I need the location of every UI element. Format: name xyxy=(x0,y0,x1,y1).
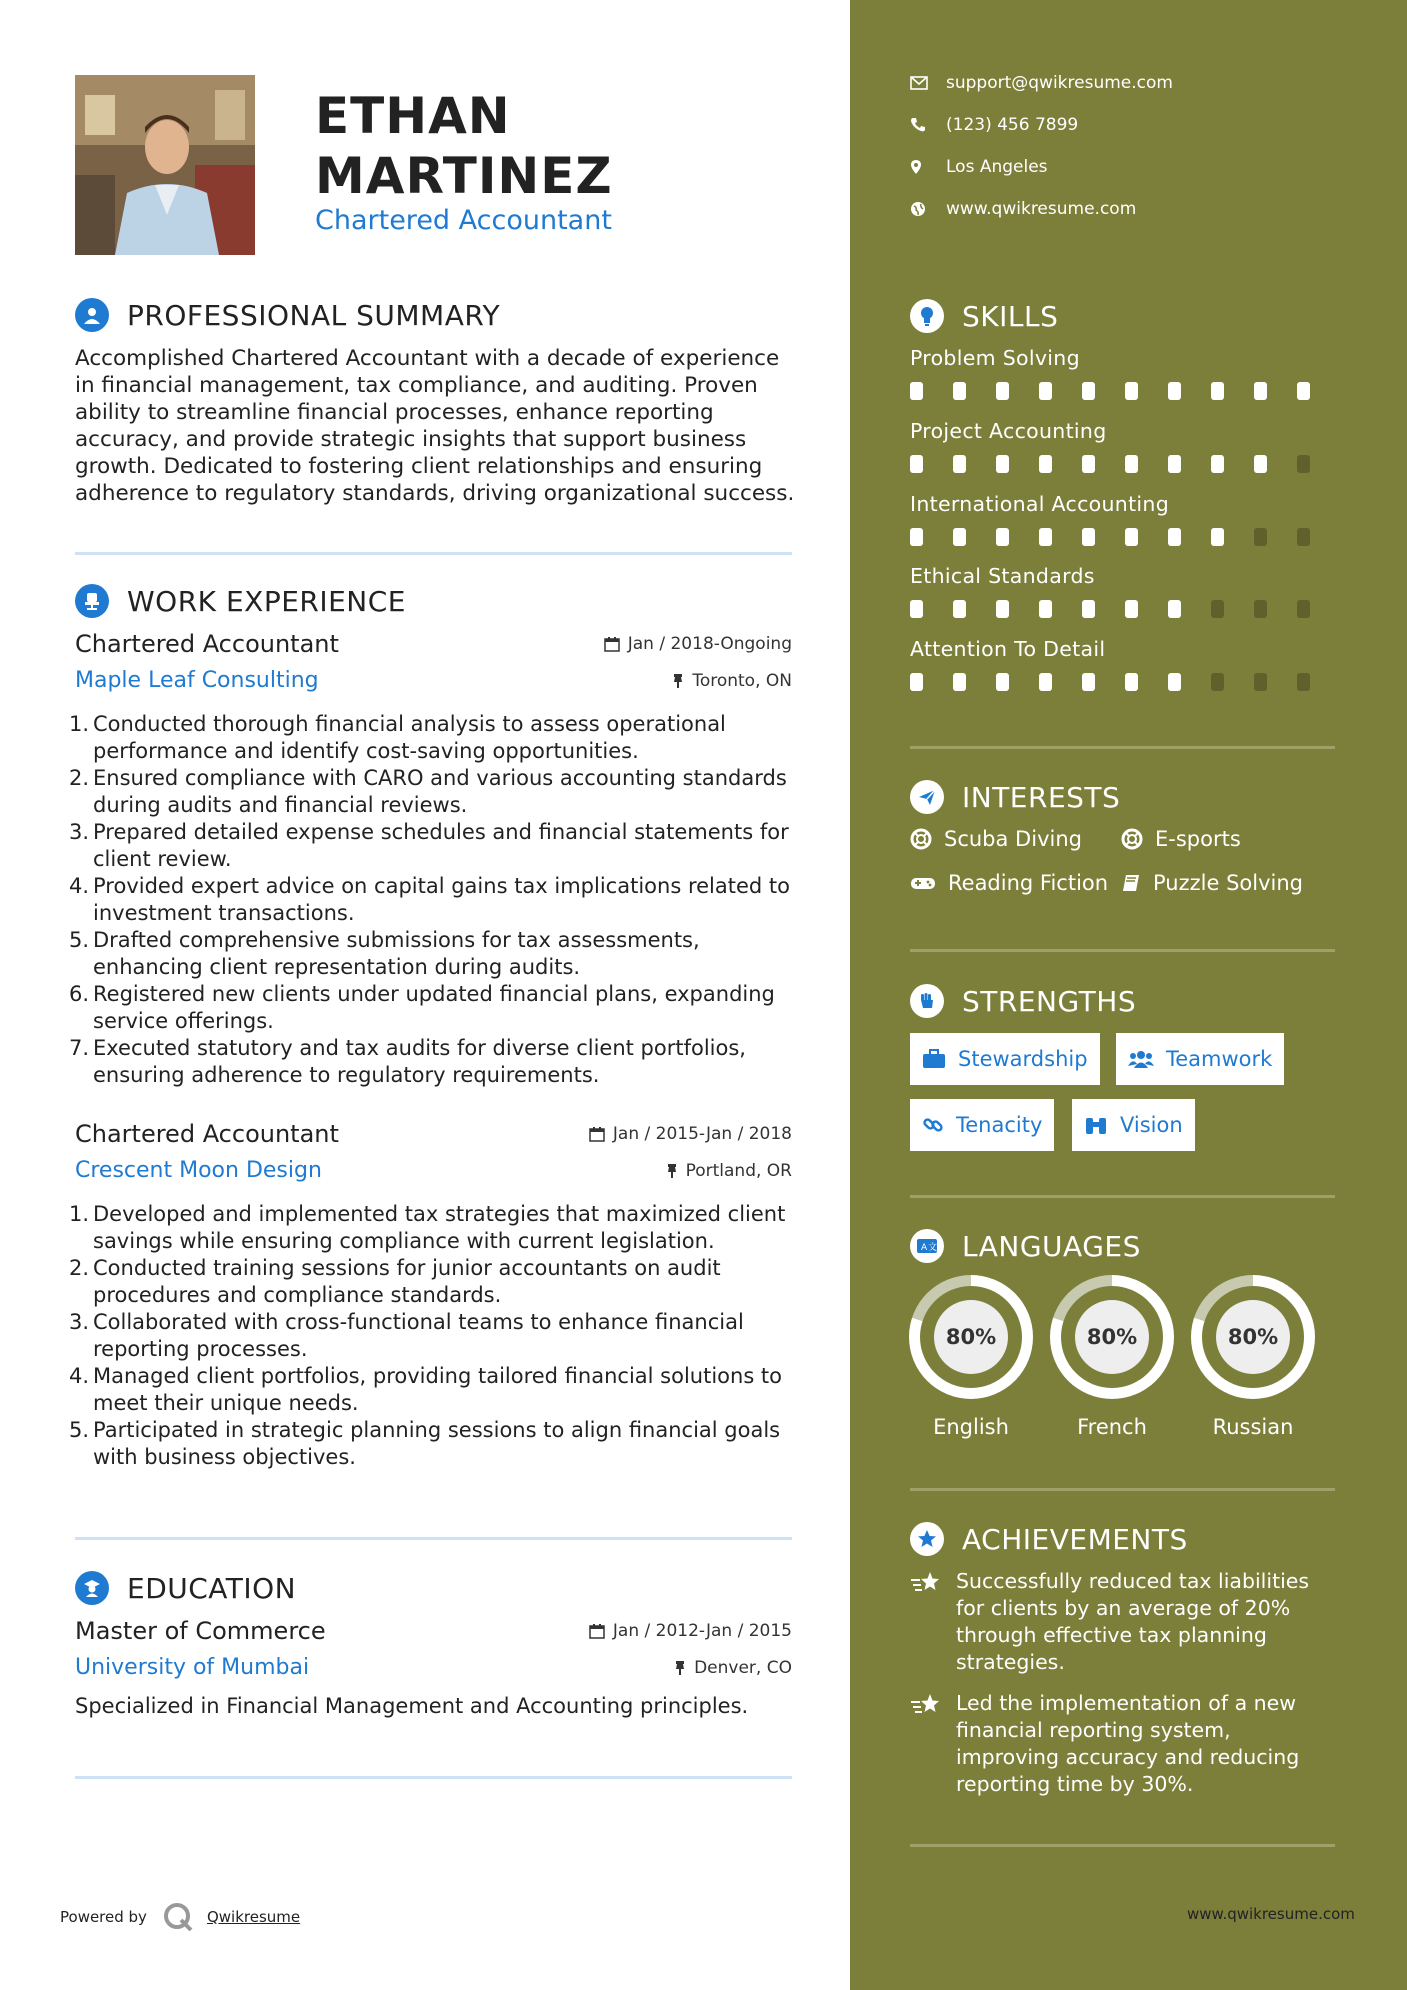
skill-item xyxy=(910,346,1340,400)
skill-rating xyxy=(910,673,1340,691)
rating-dot-filled xyxy=(1125,455,1138,473)
graduate-icon xyxy=(75,1571,109,1605)
rating-dot-empty xyxy=(1297,673,1310,691)
globe-icon xyxy=(910,201,946,217)
rating-dot-filled xyxy=(1168,455,1181,473)
education-heading: EDUCATION xyxy=(127,1571,297,1605)
user-icon xyxy=(75,298,109,332)
interest-item: E-sports xyxy=(1121,827,1241,851)
job-entry xyxy=(69,630,792,1089)
shooting-star-icon xyxy=(910,1568,956,1676)
education-section-header xyxy=(75,1571,296,1605)
divider xyxy=(910,746,1335,749)
qwikresume-logo-icon xyxy=(161,1900,195,1934)
divider xyxy=(75,1537,792,1540)
list-item: 3. Collaborated with cross-functional teams to enhance financial reporting processes. xyxy=(69,1310,744,1361)
skill-item xyxy=(910,492,1340,546)
divider xyxy=(910,1844,1335,1847)
list-item: 5. Participated in strategic planning sessions to align financial goals with business objectives. xyxy=(69,1418,781,1469)
strengths-heading: STRENGTHS xyxy=(962,984,1137,1018)
pin-icon xyxy=(666,1163,678,1179)
calendar-icon xyxy=(589,1126,605,1142)
lifebuoy-icon xyxy=(1121,828,1143,850)
rating-dot-filled xyxy=(996,528,1009,546)
rating-dot-filled xyxy=(1125,673,1138,691)
language-gauge xyxy=(909,1275,1033,1399)
education-description: Specialized in Financial Management and Accounting principles. xyxy=(75,1694,749,1718)
language-item xyxy=(1191,1275,1315,1439)
job-entry-company: Maple Leaf Consulting xyxy=(75,668,319,693)
skill-name: Project Accounting xyxy=(910,419,1107,443)
rating-dot-filled xyxy=(1039,673,1052,691)
job-entry-title: Chartered Accountant xyxy=(75,630,339,658)
skill-rating xyxy=(910,600,1340,618)
skills-section-header xyxy=(910,299,1058,333)
rating-dot-empty xyxy=(1254,528,1267,546)
education-location: Denver, CO xyxy=(674,1658,792,1678)
rating-dot-filled xyxy=(910,673,923,691)
rating-dot-filled xyxy=(1168,382,1181,400)
users-icon xyxy=(1128,1049,1154,1069)
rating-dot-filled xyxy=(1039,455,1052,473)
lightbulb-icon xyxy=(910,299,944,333)
link-icon xyxy=(922,1114,944,1136)
language-percent: 80% xyxy=(934,1300,1008,1374)
education-date: Jan / 2012-Jan / 2015 xyxy=(589,1621,792,1641)
language-gauge xyxy=(1191,1275,1315,1399)
briefcase-icon xyxy=(922,1049,946,1069)
summary-text: Accomplished Chartered Accountant with a decade of experience in financial management, tax compliance, and auditing. Proven ability to streamline financial processes, enhance reporting accuracy, and provide strategic insights that support business growth. Dedicated to fostering client relationships and ensuring adherence to regulatory standards, driving organizational success. xyxy=(75,346,795,506)
rating-dot-filled xyxy=(1168,600,1181,618)
rating-dot-empty xyxy=(1254,673,1267,691)
rating-dot-filled xyxy=(1082,673,1095,691)
summary-section-header xyxy=(75,298,500,332)
svg-text:文: 文 xyxy=(928,1243,938,1253)
pin-icon xyxy=(674,1660,686,1676)
list-item: 1. Developed and implemented tax strategies that maximized client savings while ensuring compliance with current legislation. xyxy=(69,1202,786,1253)
skill-item xyxy=(910,419,1340,473)
job-entry-date: Jan / 2015-Jan / 2018 xyxy=(589,1124,792,1144)
list-item: 4. Provided expert advice on capital gains tax implications related to investment transactions. xyxy=(69,874,790,925)
book-icon xyxy=(1121,873,1141,893)
job-entry-date: Jan / 2018-Ongoing xyxy=(604,634,792,654)
calendar-icon xyxy=(589,1623,605,1639)
strengths-section-header xyxy=(910,984,1136,1018)
language-item xyxy=(909,1275,1033,1439)
shooting-star-icon xyxy=(910,1690,956,1798)
first-name: ETHAN xyxy=(315,87,511,145)
strength-chip: Teamwork xyxy=(1116,1033,1284,1085)
rating-dot-filled xyxy=(910,600,923,618)
job-entry-location: Toronto, ON xyxy=(672,671,792,691)
binoculars-icon xyxy=(1084,1115,1108,1135)
degree: Master of Commerce xyxy=(75,1617,326,1645)
rating-dot-filled xyxy=(910,528,923,546)
achievement-item: Led the implementation of a new financial reporting system, improving accuracy and reducing reporting time by 30%. xyxy=(910,1690,1340,1798)
rating-dot-filled xyxy=(1211,382,1224,400)
list-item: 2. Conducted training sessions for junior accountants on audit procedures and compliance standards. xyxy=(69,1256,721,1307)
contact-location: Los Angeles xyxy=(910,157,1048,177)
interest-item: Reading Fiction xyxy=(910,871,1108,895)
rating-dot-filled xyxy=(1168,528,1181,546)
qwikresume-link[interactable]: Qwikresume xyxy=(206,1908,301,1926)
rating-dot-empty xyxy=(1254,600,1267,618)
footer-website[interactable]: www.qwikresume.com xyxy=(1187,1905,1355,1923)
interest-item: Scuba Diving xyxy=(910,827,1082,851)
rating-dot-filled xyxy=(953,600,966,618)
rating-dot-filled xyxy=(996,673,1009,691)
contact-phone[interactable]: (123) 456 7899 xyxy=(910,115,1078,135)
rating-dot-empty xyxy=(1297,455,1310,473)
rating-dot-filled xyxy=(1211,455,1224,473)
language-item xyxy=(1050,1275,1174,1439)
rating-dot-filled xyxy=(1254,455,1267,473)
strength-chip: Stewardship xyxy=(910,1033,1100,1085)
skill-name: Ethical Standards xyxy=(910,564,1095,588)
rating-dot-filled xyxy=(953,382,966,400)
skill-item xyxy=(910,637,1340,691)
rating-dot-filled xyxy=(1082,382,1095,400)
skill-rating xyxy=(910,455,1340,473)
language-name: Russian xyxy=(1212,1415,1294,1439)
contact-email[interactable]: support@qwikresume.com xyxy=(910,73,1173,93)
divider xyxy=(75,1776,792,1779)
job-entry-company: Crescent Moon Design xyxy=(75,1158,322,1183)
language-gauge xyxy=(1050,1275,1174,1399)
language-percent: 80% xyxy=(1075,1300,1149,1374)
pin-icon xyxy=(672,673,684,689)
fist-icon xyxy=(910,984,944,1018)
rating-dot-filled xyxy=(1168,673,1181,691)
lifebuoy-icon xyxy=(910,828,932,850)
summary-heading: PROFESSIONAL SUMMARY xyxy=(127,298,501,332)
phone-icon xyxy=(910,117,946,133)
job-entry-location: Portland, OR xyxy=(666,1161,792,1181)
strength-chip: Tenacity xyxy=(910,1099,1054,1151)
languages-heading: LANGUAGES xyxy=(962,1229,1141,1263)
paper-plane-icon xyxy=(910,780,944,814)
rating-dot-empty xyxy=(1211,600,1224,618)
skill-item xyxy=(910,564,1340,618)
gamepad-icon xyxy=(910,874,936,892)
list-item: 6. Registered new clients under updated financial plans, expanding service offerings. xyxy=(69,982,775,1033)
rating-dot-empty xyxy=(1297,528,1310,546)
skill-rating xyxy=(910,382,1340,400)
rating-dot-filled xyxy=(996,455,1009,473)
rating-dot-filled xyxy=(1082,528,1095,546)
skill-name: Problem Solving xyxy=(910,346,1080,370)
calendar-icon xyxy=(604,636,620,652)
profile-photo xyxy=(75,75,255,255)
rating-dot-empty xyxy=(1211,673,1224,691)
skill-name: International Accounting xyxy=(910,492,1170,516)
language-percent: 80% xyxy=(1216,1300,1290,1374)
divider xyxy=(910,1195,1335,1198)
list-item: 4. Managed client portfolios, providing tailored financial solutions to meet their unique needs. xyxy=(69,1364,783,1415)
language-name: French xyxy=(1077,1415,1147,1439)
office-chair-icon xyxy=(75,584,109,618)
experience-heading: WORK EXPERIENCE xyxy=(127,584,406,618)
divider xyxy=(910,949,1335,952)
rating-dot-filled xyxy=(953,528,966,546)
experience-section-header xyxy=(75,584,406,618)
rating-dot-filled xyxy=(1082,600,1095,618)
translate-icon xyxy=(910,1229,944,1263)
rating-dot-filled xyxy=(1039,528,1052,546)
full-name xyxy=(315,86,613,206)
skill-name: Attention To Detail xyxy=(910,637,1106,661)
rating-dot-filled xyxy=(1039,600,1052,618)
rating-dot-filled xyxy=(1125,600,1138,618)
interests-section-header xyxy=(910,780,1120,814)
language-name: English xyxy=(933,1415,1009,1439)
envelope-icon xyxy=(910,76,946,90)
school-name: University of Mumbai xyxy=(75,1655,310,1680)
skills-heading: SKILLS xyxy=(962,299,1059,333)
list-item: 1. Conducted thorough financial analysis to assess operational performance and identify cost-saving opportunities. xyxy=(69,712,726,763)
job-entry-duties xyxy=(69,1201,792,1471)
achievements-section-header xyxy=(910,1522,1188,1556)
rating-dot-filled xyxy=(953,455,966,473)
languages-section-header xyxy=(910,1229,1141,1263)
job-entry-duties xyxy=(69,711,792,1089)
rating-dot-filled xyxy=(1125,528,1138,546)
last-name: MARTINEZ xyxy=(315,147,613,205)
rating-dot-filled xyxy=(996,382,1009,400)
list-item: 2. Ensured compliance with CARO and various accounting standards during audits and financial reviews. xyxy=(69,766,787,817)
education-entry xyxy=(75,1617,792,1718)
star-badge-icon xyxy=(910,1522,944,1556)
contact-website[interactable]: www.qwikresume.com xyxy=(910,199,1136,219)
job-title: Chartered Accountant xyxy=(315,205,612,236)
list-item: 7. Executed statutory and tax audits for diverse client portfolios, ensuring adherence to regulatory requirements. xyxy=(69,1036,746,1087)
rating-dot-filled xyxy=(953,673,966,691)
strength-chip: Vision xyxy=(1072,1099,1195,1151)
rating-dot-filled xyxy=(996,600,1009,618)
rating-dot-filled xyxy=(1254,382,1267,400)
map-marker-icon xyxy=(910,159,946,175)
list-item: 3. Prepared detailed expense schedules and financial statements for client review. xyxy=(69,820,789,871)
powered-by: Powered by Qwikresume xyxy=(60,1900,300,1934)
achievements-heading: ACHIEVEMENTS xyxy=(962,1522,1188,1556)
job-entry xyxy=(69,1120,792,1471)
svg-text:A: A xyxy=(921,1243,928,1253)
rating-dot-filled xyxy=(1125,382,1138,400)
job-entry-title: Chartered Accountant xyxy=(75,1120,339,1148)
skill-rating xyxy=(910,528,1340,546)
interest-item: Puzzle Solving xyxy=(1121,871,1303,895)
rating-dot-filled xyxy=(1082,455,1095,473)
rating-dot-filled xyxy=(910,455,923,473)
rating-dot-filled xyxy=(1211,528,1224,546)
rating-dot-filled xyxy=(1297,382,1310,400)
achievement-item: Successfully reduced tax liabilities for clients by an average of 20% through effective tax planning strategies. xyxy=(910,1568,1340,1676)
interests-heading: INTERESTS xyxy=(962,780,1121,814)
rating-dot-filled xyxy=(1039,382,1052,400)
list-item: 5. Drafted comprehensive submissions for tax assessments, enhancing client representation during audits. xyxy=(69,928,700,979)
divider xyxy=(910,1488,1335,1491)
divider xyxy=(75,552,792,555)
rating-dot-filled xyxy=(910,382,923,400)
rating-dot-empty xyxy=(1297,600,1310,618)
